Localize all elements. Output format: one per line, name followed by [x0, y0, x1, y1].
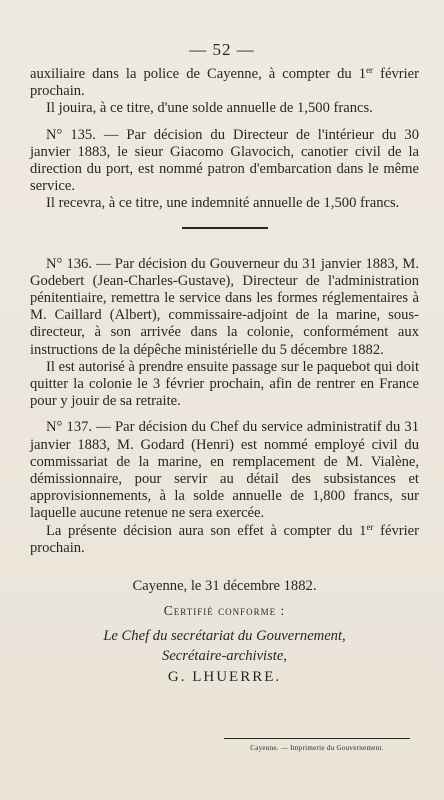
- printer-footer: Cayenne. — Imprimerie du Gouvernement.: [250, 744, 384, 752]
- certified-label: Certifié conforme :: [163, 603, 286, 619]
- closing-date: Cayenne, le 31 décembre 1882.: [132, 578, 317, 595]
- signatory-name: G. LHUERRE.: [167, 668, 282, 685]
- paragraph-continuation: [30, 66, 419, 100]
- paragraph-text-end: février prochain.: [30, 66, 419, 100]
- superscript: er: [366, 521, 374, 532]
- decision-136: N° 136. — Par décision du Gouverneur du 31 janvier 1883, M. Godebert (Jean-Charles-Gustave), Directeur de l'administration pénitentiaire, remettra le service dans les formes réglementaires à M. Caillard (Albert), commissaire-adjoint de la marine, sous-directeur, à son arrivée dans la colonie, conformément aux instructions de la dépêche ministérielle du 5 décembre 1882.: [30, 255, 419, 358]
- decision-135-indemnity: Il recevra, à ce titre, une indemnité annuelle de 1,500 francs.: [46, 195, 400, 212]
- superscript: er: [366, 65, 374, 75]
- paragraph-text-end: février prochain.: [30, 522, 419, 556]
- decision-136-passage: Il est autorisé à prendre ensuite passage sur le paquebot qui doit quitter la colonie le 3 février prochain, afin de rentrer en France pour y jouir de sa retraite.: [30, 358, 419, 410]
- decision-137-effect: [30, 523, 419, 557]
- paragraph-text: La présente décision aura son effet à compter du 1: [46, 522, 367, 539]
- paragraph-text: auxiliaire dans la police de Cayenne, à compter du 1: [30, 66, 367, 82]
- section-divider: [182, 227, 268, 229]
- page-number: — 52 —: [189, 40, 255, 59]
- signatory-title: Secrétaire-archiviste,: [162, 647, 287, 664]
- footer-divider: [224, 738, 410, 739]
- signatory-role: Le Chef du secrétariat du Gouvernement,: [103, 628, 346, 645]
- decision-135: N° 135. — Par décision du Directeur de l'intérieur du 30 janvier 1883, le sieur Giacomo Glavocich, canotier civil de la direction du port, est nommé patron d'embarcation dans le même service.: [30, 126, 419, 195]
- paragraph-salary: Il jouira, à ce titre, d'une solde annuelle de 1,500 francs.: [46, 100, 373, 117]
- decision-137: N° 137. — Par décision du Chef du service administratif du 31 janvier 1883, M. Godard (Henri) est nommé employé civil du commissariat de la marine, en remplacement de M. Vialène, démissionnaire, pour servir au détail des subsistances et approvisionnements, à la solde annuelle de 1,800 francs, sur laquelle aucune retenue ne sera exercée.: [30, 419, 419, 522]
- document-body: [30, 66, 419, 686]
